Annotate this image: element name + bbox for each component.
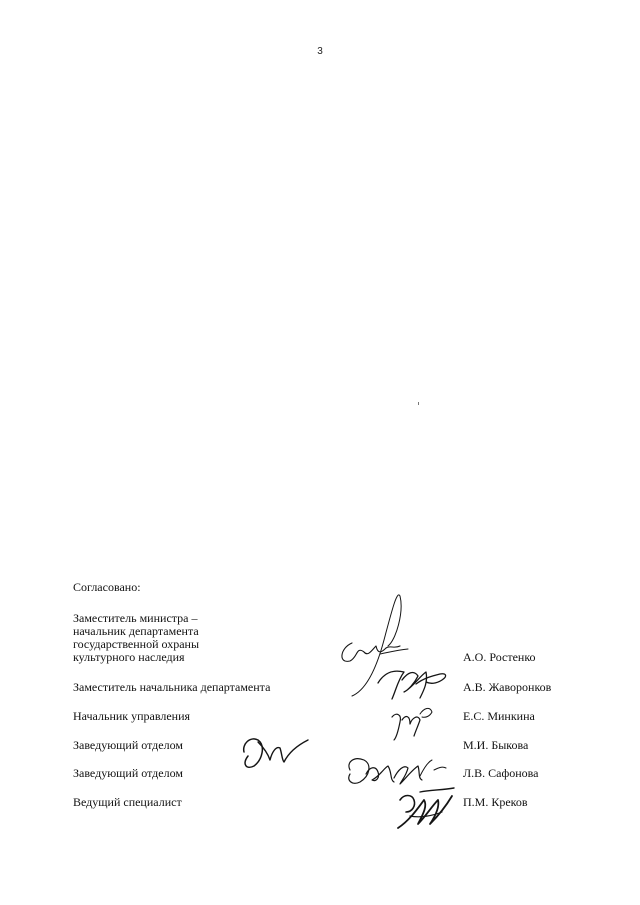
signatory-name: М.И. Быкова	[463, 738, 529, 752]
approval-row-head-of-department-2	[73, 766, 573, 780]
approval-heading: Согласовано:	[73, 580, 141, 594]
approval-row-head-of-administration	[73, 709, 573, 723]
signatory-name: А.В. Жаворонков	[463, 680, 552, 694]
position-title: Начальник управления	[73, 709, 191, 723]
position-title: Заведующий отделом	[73, 738, 183, 752]
signatory-name: П.М. Креков	[463, 795, 528, 809]
signatory-name: А.О. Ростенко	[463, 650, 536, 664]
signatory-name: Л.В. Сафонова	[463, 766, 539, 780]
approval-row-deputy-minister	[73, 610, 573, 664]
approval-row-leading-specialist	[73, 795, 573, 809]
position-title: Заместитель начальника департамента	[73, 680, 271, 694]
position-title: Ведущий специалист	[73, 795, 182, 809]
scan-speck	[418, 402, 419, 405]
signatory-name: Е.С. Минкина	[463, 709, 535, 723]
approval-row-head-of-department-1	[73, 738, 573, 752]
position-title: Заместитель министра – начальник департамента государственной охраны культурного наследия	[73, 611, 200, 664]
position-title: Заведующий отделом	[73, 766, 183, 780]
page-number: 3	[317, 46, 323, 57]
approval-row-deputy-head	[73, 680, 573, 694]
